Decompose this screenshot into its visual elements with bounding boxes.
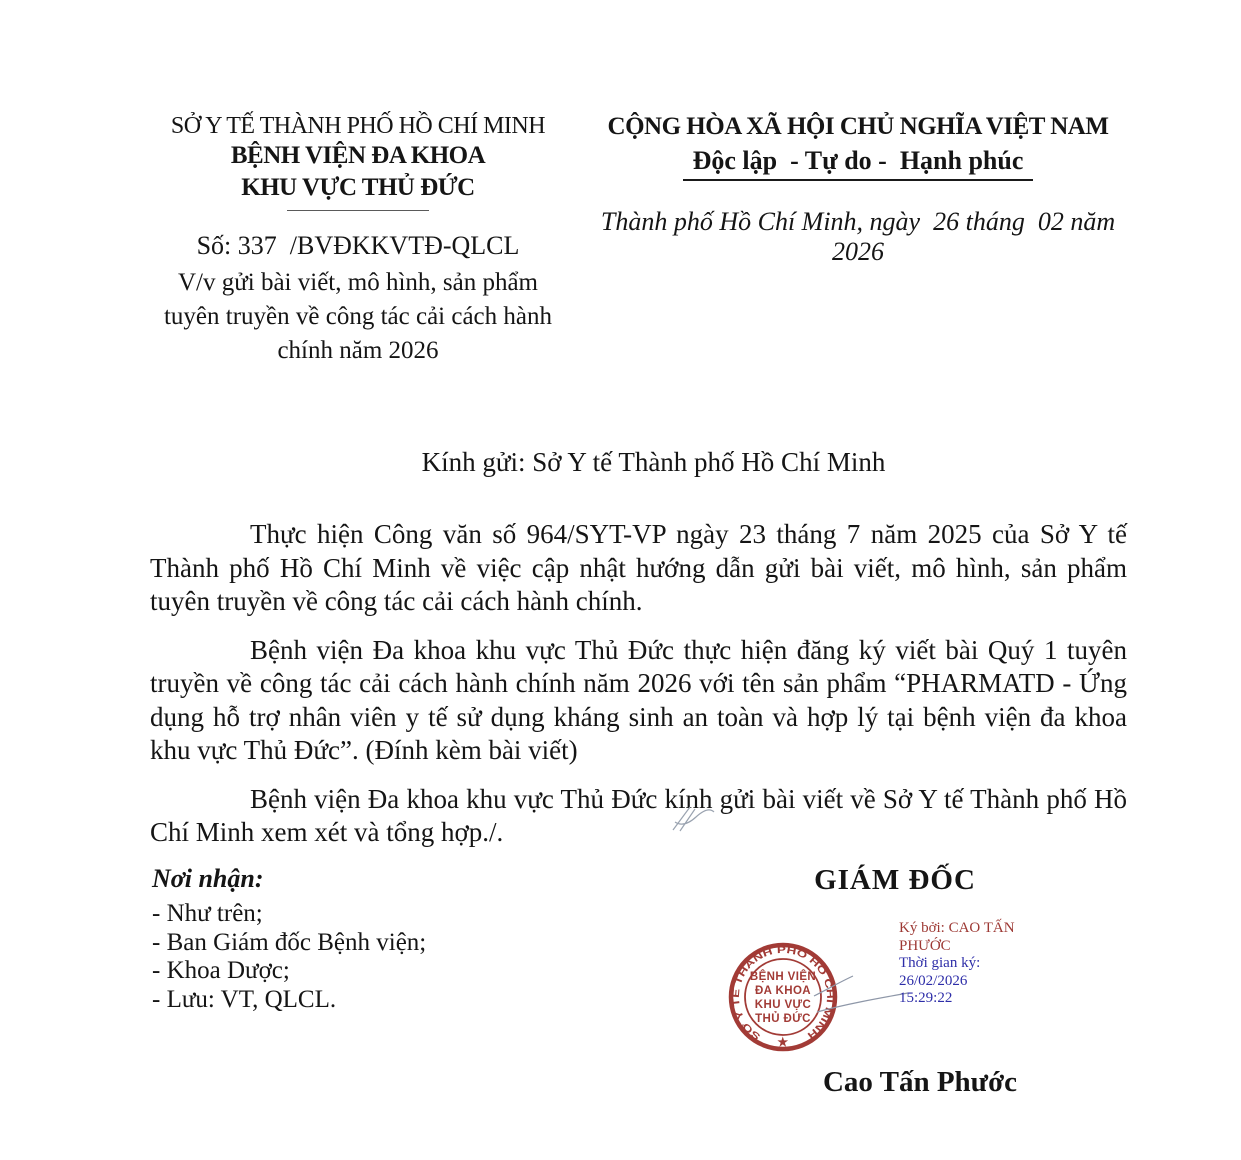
letter-body — [150, 447, 1127, 865]
recipients-list — [152, 900, 426, 1014]
signer-name: Cao Tấn Phước — [822, 1066, 1018, 1098]
signature-title: GIÁM ĐỐC — [814, 864, 976, 896]
hospital-name: BỆNH VIỆN ĐA KHOA — [230, 142, 486, 169]
pen-mark-icon — [666, 800, 718, 840]
header-divider — [287, 210, 429, 211]
recipient-item: - Như trên; — [152, 900, 263, 927]
recipient-item: - Khoa Dược; — [152, 957, 290, 984]
agency-name: SỞ Y TẾ THÀNH PHỐ HỒ CHÍ MINH — [170, 113, 546, 139]
place-date-line: Thành phố Hồ Chí Minh, ngày 26 tháng 02 năm 2026 — [600, 207, 1122, 266]
digital-signer-line: Ký bởi: CAO TẤN — [899, 920, 1015, 936]
recipients-title: Nơi nhận: — [152, 864, 264, 893]
header-right — [578, 113, 1138, 267]
recipients-block — [152, 864, 426, 1014]
recipient-item: - Ban Giám đốc Bệnh viện; — [152, 928, 427, 956]
body-paragraph: Bệnh viện Đa khoa khu vực Thủ Đức kính gửi bài viết về Sở Y tế Thành phố Hồ Chí Minh xem xét và tổng hợp./. — [150, 783, 1127, 847]
digital-time-line: Thời gian ký: 26/02/2026 — [899, 955, 981, 989]
header-left — [148, 113, 568, 368]
salutation: Kính gửi: Sở Y tế Thành phố Hồ Chí Minh — [421, 447, 886, 477]
digital-signature — [899, 920, 1049, 1008]
body-paragraph: Bệnh viện Đa khoa khu vực Thủ Đức thực hiện đăng ký viết bài Quý 1 tuyên truyền về công tác cải cách hành chính năm 2026 với tên sản phẩm “PHARMATD - Ứng dụng hỗ trợ nhân viên y tế sử dụng kháng sinh an toàn và hợp lý tại bệnh viện đa khoa khu vực Thủ Đức”. (Đính kèm bài viết) — [150, 634, 1127, 765]
digital-signer-line: PHƯỚC — [899, 937, 951, 954]
seal-center-line: ĐA KHOA — [754, 985, 812, 997]
hospital-region: KHU VỰC THỦ ĐỨC — [241, 174, 475, 201]
seal-center-line: KHU VỰC — [754, 999, 812, 1011]
digital-time-line: 15:29:22 — [899, 990, 953, 1006]
seal-center-line: BỆNH VIỆN — [749, 971, 817, 983]
body-paragraph: Thực hiện Công văn số 964/SYT-VP ngày 23 tháng 7 năm 2025 của Sở Y tế Thành phố Hồ Chí Minh về việc cập nhật hướng dẫn gửi bài viết, mô hình, sản phẩm tuyên truyền về công tác cải cách hành chính. — [150, 519, 1127, 616]
seal-center-line: THỦ ĐỨC — [755, 1013, 811, 1025]
national-motto: Độc lập - Tự do - Hạnh phúc — [683, 144, 1034, 181]
seal-ring-text: SỞ Y TẾ THÀNH PHỐ HỒ CHÍ MINH — [730, 944, 836, 1042]
doc-number: Số: 337 /BVĐKKVTĐ-QLCL — [196, 231, 520, 260]
national-title: CỘNG HÒA XÃ HỘI CHỦ NGHĨA VIỆT NAM — [607, 113, 1109, 140]
doc-subject: V/v gửi bài viết, mô hình, sản phẩm tuyên truyền về công tác cải cách hành chính năm 2026 — [163, 269, 552, 364]
seal-star: ★ — [777, 1035, 789, 1049]
recipient-item: - Lưu: VT, QLCL. — [152, 985, 337, 1013]
